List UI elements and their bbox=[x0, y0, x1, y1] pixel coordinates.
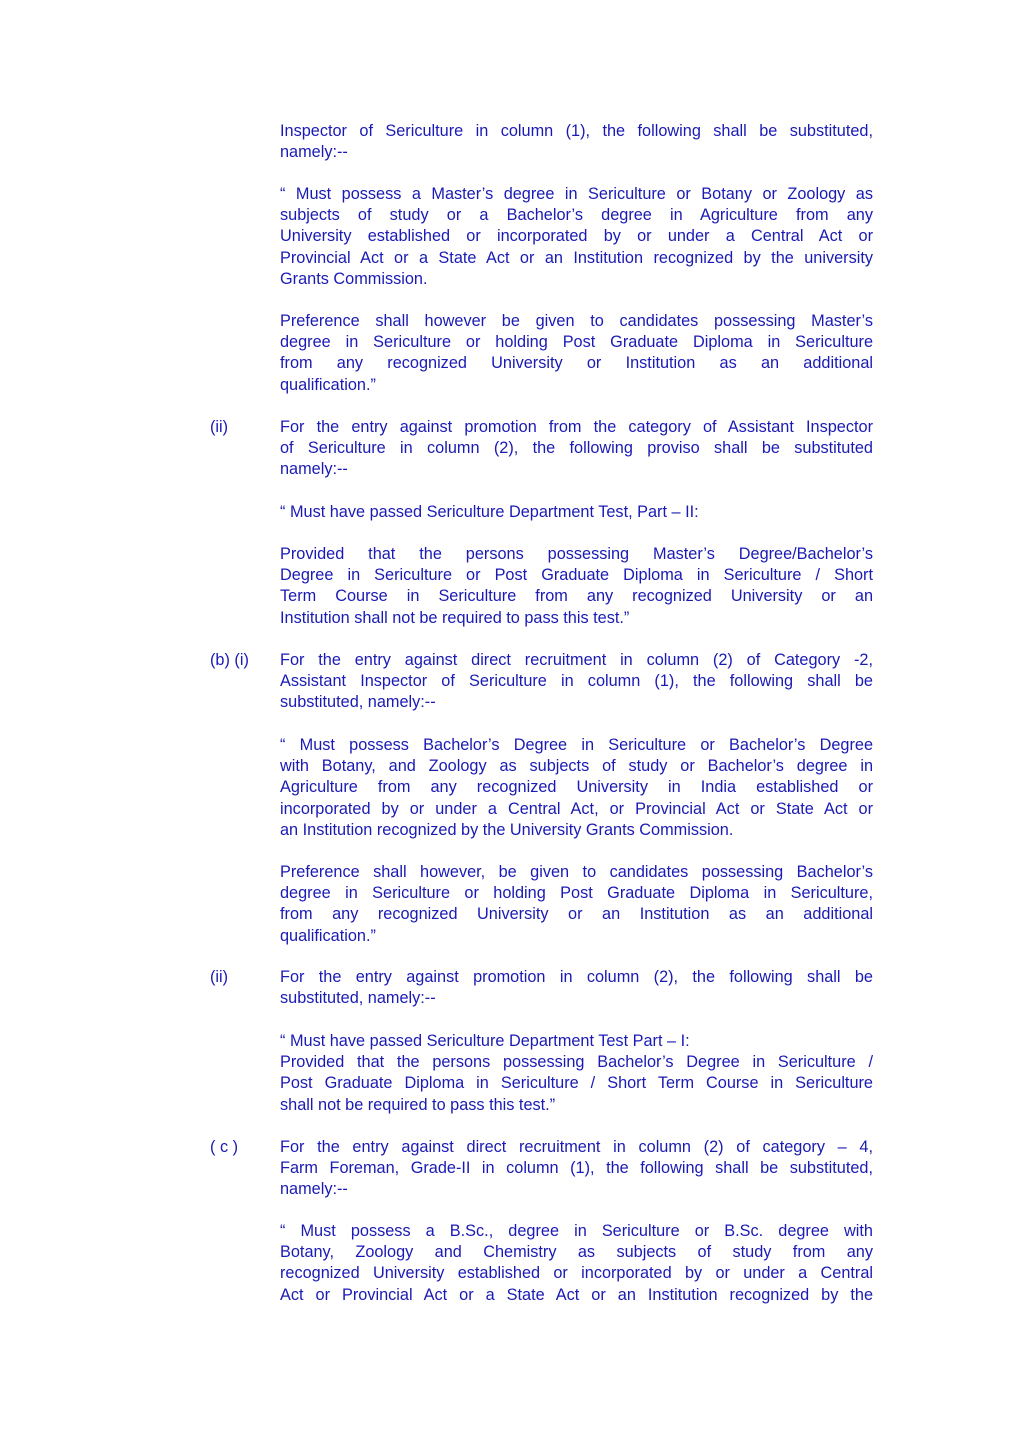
text-line: Provided that the persons possessing Master’s Degree/Bachelor’s bbox=[280, 545, 873, 563]
paragraph-direct-recruitment-category-2 bbox=[280, 650, 873, 714]
text-line: “ Must possess a Master’s degree in Sericulture or Botany or Zoology as bbox=[280, 185, 873, 203]
paragraph-continuation-inspector bbox=[280, 121, 873, 163]
text-line: namely:-- bbox=[280, 460, 348, 479]
text-line: Post Graduate Diploma in Sericulture / Short Term Course in Sericulture bbox=[280, 1074, 873, 1093]
paragraph-promotion-assistant-inspector bbox=[280, 417, 873, 481]
text-line: For the entry against direct recruitment in column (2) of category – 4, bbox=[280, 1138, 873, 1156]
text-line: Provincial Act or a State Act or an Institution recognized by the university bbox=[280, 248, 873, 267]
clause-label: (ii) bbox=[210, 418, 229, 436]
text-line: an Institution recognized by the University Grants Commission. bbox=[280, 820, 734, 839]
clause-label: (ii) bbox=[210, 968, 229, 986]
text-line: Provided that the persons possessing Bachelor’s Degree in Sericulture / bbox=[280, 1053, 873, 1072]
text-line: For the entry against direct recruitment in column (2) of Category -2, bbox=[280, 651, 873, 669]
text-line: Inspector of Sericulture in column (1), the following shall be substituted, bbox=[280, 122, 873, 140]
text-line: Farm Foreman, Grade-II in column (1), the following shall be substituted, bbox=[280, 1159, 873, 1178]
text-line: degree in Sericulture or holding Post Graduate Diploma in Sericulture, bbox=[280, 884, 873, 903]
clause-label: ( c ) bbox=[210, 1138, 239, 1156]
text-line: Act or Provincial Act or a State Act or an Institution recognized by the bbox=[280, 1285, 873, 1304]
text-line: Botany, Zoology and Chemistry as subjects of study from any bbox=[280, 1243, 873, 1262]
paragraph-promotion-column-2 bbox=[280, 967, 873, 1009]
text-line: Assistant Inspector of Sericulture in column (1), the following shall be bbox=[280, 672, 873, 691]
paragraph-department-test-part-i bbox=[280, 1031, 873, 1116]
text-line: of Sericulture in column (2), the following proviso shall be substituted bbox=[280, 439, 873, 458]
paragraph-preference-bachelor bbox=[280, 862, 873, 947]
paragraph-preference-master bbox=[280, 311, 873, 396]
text-line: with Botany, and Zoology as subjects of study or Bachelor’s degree in bbox=[280, 757, 873, 776]
text-line: substituted, namely:-- bbox=[280, 989, 436, 1008]
text-line: substituted, namely:-- bbox=[280, 693, 436, 712]
clause-label: (b) (i) bbox=[210, 651, 249, 669]
paragraph-proviso-master-bachelor bbox=[280, 544, 873, 629]
text-line: For the entry against promotion from the category of Assistant Inspector bbox=[280, 418, 873, 436]
text-line: Preference shall however, be given to candidates possessing Bachelor’s bbox=[280, 863, 873, 881]
text-line: Degree in Sericulture or Post Graduate Diploma in Sericulture / Short bbox=[280, 566, 873, 585]
text-line: “ Must have passed Sericulture Department Test, Part – II: bbox=[280, 503, 699, 521]
paragraph-department-test-part-ii bbox=[280, 502, 873, 523]
text-line: “ Must possess Bachelor’s Degree in Sericulture or Bachelor’s Degree bbox=[280, 736, 873, 754]
text-line: Preference shall however be given to candidates possessing Master’s bbox=[280, 312, 873, 330]
text-line: For the entry against promotion in column (2), the following shall be bbox=[280, 968, 873, 986]
text-line: “ Must possess a B.Sc., degree in Sericulture or B.Sc. degree with bbox=[280, 1222, 873, 1240]
text-line: Term Course in Sericulture from any recognized University or an bbox=[280, 587, 873, 606]
text-line: namely:-- bbox=[280, 1180, 348, 1199]
text-line: shall not be required to pass this test.” bbox=[280, 1095, 556, 1114]
text-line: incorporated by or under a Central Act, or Provincial Act or State Act or bbox=[280, 799, 873, 818]
text-line: Agriculture from any recognized University in India established or bbox=[280, 778, 873, 797]
text-line: qualification.” bbox=[280, 375, 376, 394]
text-line: from any recognized University or Institution as an additional bbox=[280, 354, 873, 373]
paragraph-bachelor-degree-qualification bbox=[280, 735, 873, 841]
text-line: subjects of study or a Bachelor’s degree in Agriculture from any bbox=[280, 206, 873, 225]
text-line: Grants Commission. bbox=[280, 269, 428, 288]
text-line: degree in Sericulture or holding Post Graduate Diploma in Sericulture bbox=[280, 333, 873, 352]
paragraph-master-degree-qualification bbox=[280, 184, 873, 290]
paragraph-direct-recruitment-category-4 bbox=[280, 1137, 873, 1201]
text-line: recognized University established or incorporated by or under a Central bbox=[280, 1264, 873, 1283]
text-line: University established or incorporated by or under a Central Act or bbox=[280, 227, 873, 246]
text-line: Institution shall not be required to pass this test.” bbox=[280, 608, 630, 627]
text-line: namely:-- bbox=[280, 143, 348, 162]
text-line: “ Must have passed Sericulture Department Test Part – I: bbox=[280, 1032, 690, 1050]
text-line: qualification.” bbox=[280, 926, 376, 945]
text-line: from any recognized University or an Institution as an additional bbox=[280, 905, 873, 924]
paragraph-bsc-degree-qualification bbox=[280, 1221, 873, 1306]
